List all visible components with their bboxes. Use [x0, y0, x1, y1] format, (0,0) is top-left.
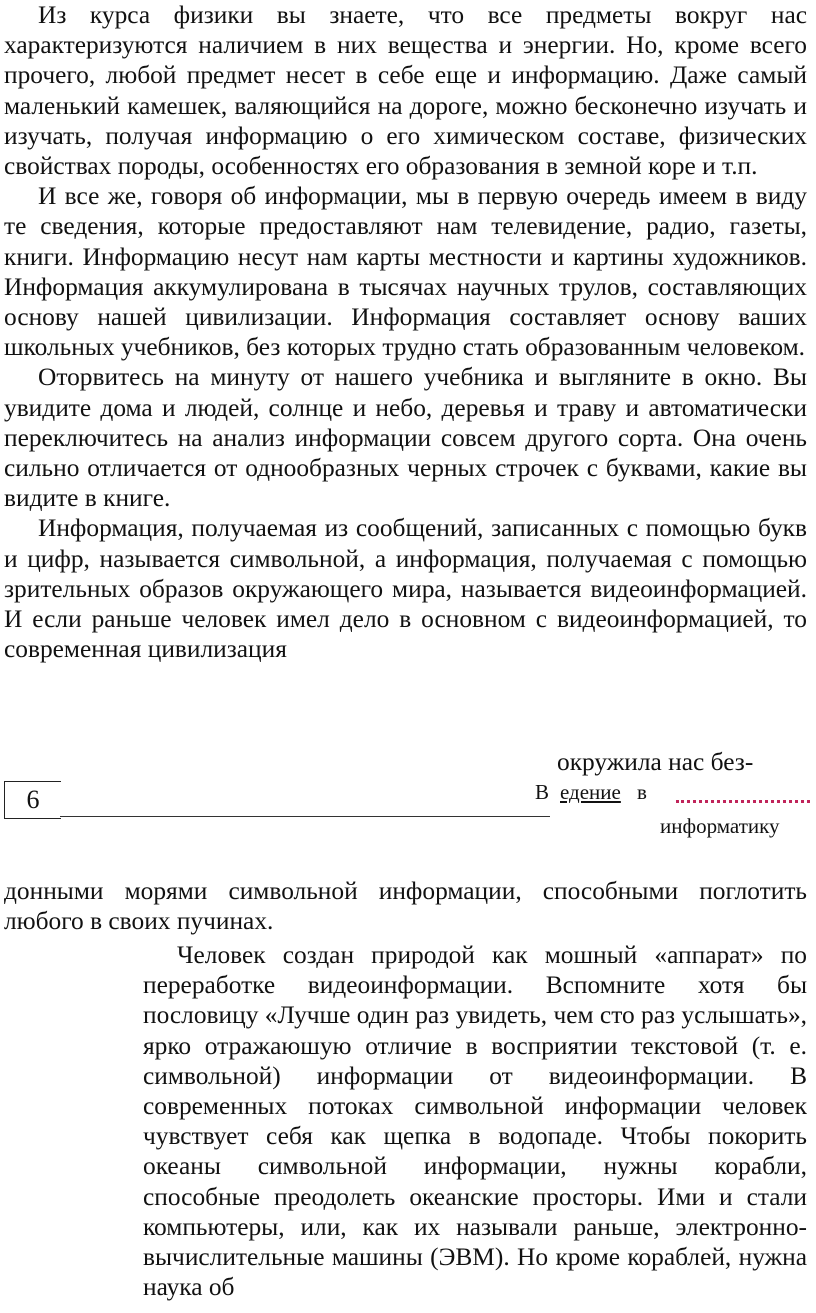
main-text-block — [4, 0, 807, 664]
footer-rule — [60, 816, 550, 817]
paragraph-3: Оторвитесь на минуту от нашего учебника и выгляните в окно. Вы увидите дома и людей, солнце и небо, деревья и траву и автоматически переключитесь на анализ информации совсем другого сорта. Она очень сильно отличается от однообразных черных строчек с буквами, какие вы видите в книге. — [4, 363, 807, 513]
right-column-block — [143, 940, 807, 1302]
continuation-block — [4, 876, 807, 936]
page-number: 6 — [4, 781, 61, 819]
running-header-prefix: В — [535, 780, 550, 804]
running-header-suffix: в — [637, 780, 647, 804]
continuation-text: донными морями символьной информации, способными поглотить любого в своих пучинах. — [4, 877, 807, 936]
running-header-right: информатику — [660, 814, 780, 838]
paragraph-1: Из курса физики вы знаете, что все предметы вокруг нас характеризуются наличием в них вещества и энергии. Но, кроме всего прочего, любой предмет несет в себе еще и информацию. Даже самый маленький камешек, валяющийся на дороге, можно бесконечно изучать и изучать, получая информацию о его химическом составе, физических свойствах породы, особенностях его образования в земной коре и т.п. — [4, 1, 807, 181]
accent-rule — [676, 800, 810, 803]
paragraph-2: И все же, говоря об информации, мы в первую очередь имеем в виду те сведения, которые предоставляют нам телевидение, радио, газеты, книги. Информацию несут нам карты местности и картины художников. Информация аккумулирована в тысячах научных трулов, составляющих основу нашей цивилизации. Информация составляет основу ваших школьных учебников, без которых трудно стать образованным человеком. — [4, 182, 807, 362]
running-header-underlined: едение — [560, 780, 621, 804]
paragraph-4: Информация, получаемая из сообщений, записанных с помощью букв и цифр, называется символьной, а информация, получаемая с помощью зрительных образов окружающего мира, называется видеоинформацией. И если раньше человек имел дело в основном с видеоинформацией, то современная цивилизация — [4, 514, 807, 664]
right-column-text: Человек создан природой как мошный «аппарат» по переработке видеоинформации. Вспомните хотя бы пословицу «Лучше один раз увидеть, чем сто раз услышать», ярко отражаюшую отличие в восприятии текстовой (т. е. символьной) информации от видеоинформации. В современных потоках символьной информации человек чувствует себя как щепка в водопаде. Чтобы покорить океаны символьной информации, нужны корабли, способные преодолеть океанские просторы. Ими и стали компьютеры, или, как их называли раньше, электронно-вычислительные машины (ЭВМ). Но кроме кораблей, нужна наука об — [143, 941, 807, 1302]
paragraph-4-tail: окружила нас без- — [557, 748, 754, 776]
